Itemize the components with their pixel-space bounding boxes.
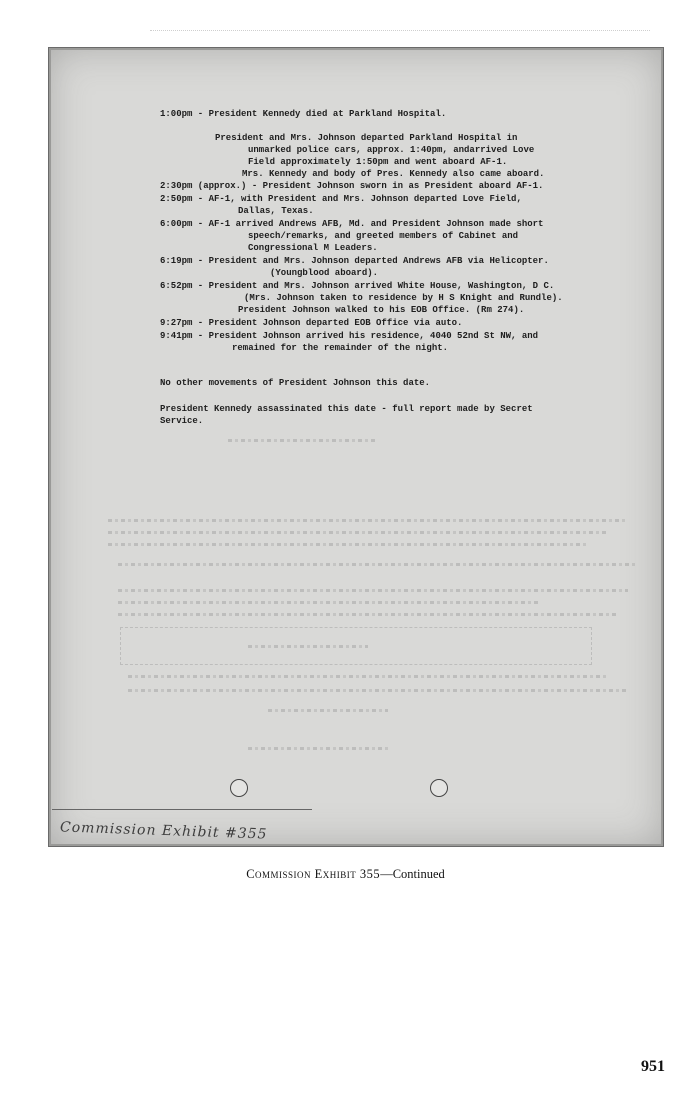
entry-2-30pm: 2:30pm (approx.) - President Johnson sworn in as President aboard AF-1.	[160, 181, 544, 191]
entry-2-50pm: 2:50pm - AF-1, with President and Mrs. Johnson departed Love Field,	[160, 194, 522, 204]
bleed-through-box	[120, 627, 592, 665]
entry-1-00pm: 1:00pm - President Kennedy died at Parkland Hospital.	[160, 109, 447, 119]
assassination-note: President Kennedy assassinated this date - full report made by Secret	[160, 404, 533, 414]
no-other-movements-note: No other movements of President Johnson this date.	[160, 378, 431, 388]
entry-line: Congressional M Leaders.	[248, 243, 378, 253]
entry-line: Field approximately 1:50pm and went aboard AF-1.	[248, 157, 508, 167]
punch-hole	[430, 779, 448, 797]
entry-line: unmarked police cars, approx. 1:40pm, andarrived Love	[248, 145, 535, 155]
bleed-through-line	[128, 675, 608, 678]
bleed-through-line	[108, 543, 588, 546]
entry-line: (Mrs. Johnson taken to residence by H S Knight and Rundle).	[244, 293, 563, 303]
entry-line: remained for the remainder of the night.	[232, 343, 449, 353]
document-photograph	[48, 47, 664, 847]
entry-line: Dallas, Texas.	[238, 206, 314, 216]
entry-9-27pm: 9:27pm - President Johnson departed EOB Office via auto.	[160, 318, 463, 328]
figure-caption	[0, 867, 691, 882]
page-number: 951	[641, 1058, 665, 1075]
bleed-through-line	[228, 439, 378, 442]
handwritten-exhibit-label: Commission Exhibit #355	[59, 819, 268, 843]
entry-line: (Youngblood aboard).	[270, 268, 379, 278]
bleed-through-line	[118, 563, 638, 566]
caption-suffix: —Continued	[380, 867, 445, 881]
bleed-through-line	[268, 709, 388, 712]
bleed-through-line	[108, 531, 608, 534]
entry-line: President Johnson walked to his EOB Office. (Rm 274).	[238, 305, 525, 315]
entry-line: Mrs. Kennedy and body of Pres. Kennedy also came aboard.	[242, 169, 545, 179]
entry-6-00pm: 6:00pm - AF-1 arrived Andrews AFB, Md. and President Johnson made short	[160, 219, 544, 229]
bleed-through-line	[248, 747, 388, 750]
entry-6-52pm: 6:52pm - President and Mrs. Johnson arrived White House, Washington, D C.	[160, 281, 555, 291]
entry-6-19pm: 6:19pm - President and Mrs. Johnson departed Andrews AFB via Helicopter.	[160, 256, 549, 266]
bleed-through-line	[108, 519, 628, 522]
top-dotted-rule	[150, 30, 650, 31]
handwriting-rule	[52, 809, 312, 810]
bleed-through-line	[128, 689, 628, 692]
bleed-through-line	[118, 601, 538, 604]
punch-hole	[230, 779, 248, 797]
bleed-through-line	[118, 613, 618, 616]
bleed-through-line	[118, 589, 628, 592]
entry-9-41pm: 9:41pm - President Johnson arrived his residence, 4040 52nd St NW, and	[160, 331, 539, 341]
entry-departed-parkland: President and Mrs. Johnson departed Parkland Hospital in	[215, 133, 518, 143]
assassination-note-cont: Service.	[160, 416, 204, 426]
caption-label: Commission Exhibit 355	[246, 867, 381, 881]
entry-line: speech/remarks, and greeted members of Cabinet and	[248, 231, 519, 241]
